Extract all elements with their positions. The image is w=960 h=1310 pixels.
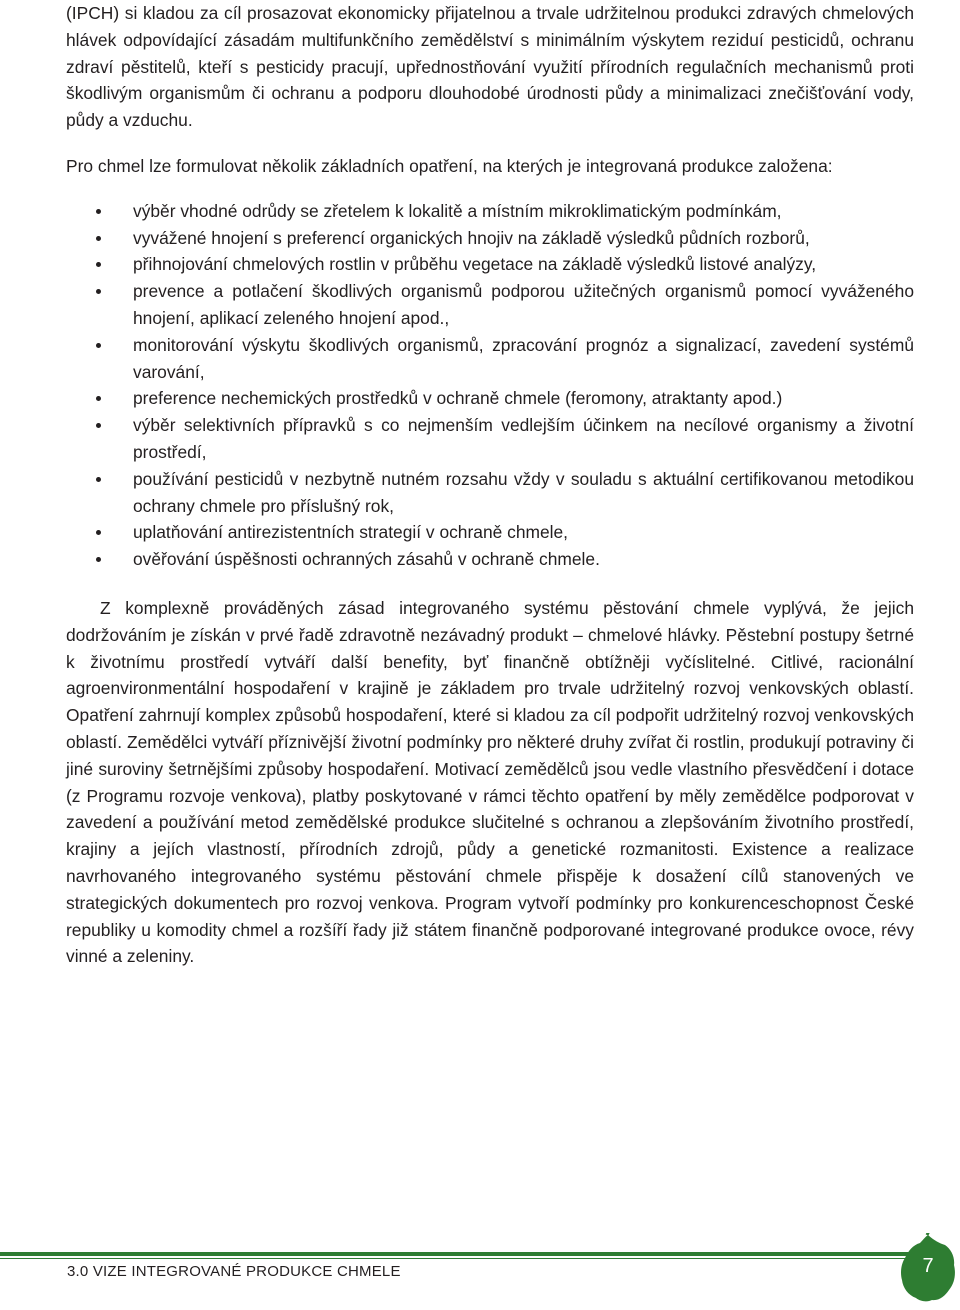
list-item: vyvážené hnojení s preferencí organických hnojiv na základě výsledků půdních rozborů,	[66, 225, 914, 252]
closing-paragraph: Z komplexně prováděných zásad integrovaného systému pěstování chmele vyplývá, že jejich dodržováním je získán v prvé řadě zdravotně nezávadný produkt – chmelové hlávky. Pěstební postupy šetrné k životnímu prostředí vytváří další benefity, byť finančně obtížněji vyčíslitelné. Citlivé, racionální agroenvironmentální hospodaření v krajině je základem pro trvale udržitelný rozvoj venkovských oblastí. Opatření zahrnují komplex způsobů hospodaření, které si kladou za cíl podpořit udržitelný rozvoj venkovských oblastí. Zemědělci vytváří příznivější životní podmínky pro některé druhy zvířat či rostlin, produkují potraviny či jiné suroviny šetrnějšími způsoby hospodaření. Motivací zemědělců jsou vedle vlastního přesvědčení i dotace (z Programu rozvoje venkova), platby poskytované v rámci těchto opatření by měly zemědělce podporovat v zavedení a používání metod zemědělské produkce slučitelné s ochranou a zlepšováním životního prostředí, krajiny a jejích vlastností, přírodních zdrojů, půdy a genetické rozmanitosti. Existence a realizace navrhovaného integrovaného systému pěstování chmele přispěje k dosažení cílů stanovených ve strategických dokumentech pro rozvoj venkova. Program vytvoří podmínky pro konkurenceschopnost České republiky u komodity chmel a rozšíří řady již státem finančně podporované integrované produkce ovoce, révy vinné a zeleniny.	[66, 597, 914, 967]
list-item: preference nechemických prostředků v ochraně chmele (feromony, atraktanty apod.)	[66, 385, 914, 412]
list-item: používání pesticidů v nezbytně nutném rozsahu vždy v souladu s aktuální certifikovanou metodikou ochrany chmele pro příslušný rok,	[66, 466, 914, 520]
measures-list	[66, 198, 914, 573]
bullet-icon	[96, 557, 101, 562]
bullet-icon	[96, 289, 101, 294]
intro-paragraph: (IPCH) si kladou za cíl prosazovat ekonomicky přijatelnou a trvale udržitelnou produkci zdravých chmelových hlávek odpovídající zásadám multifunkčního zemědělství s minimálním výskytem reziduí pesticidů, ochranu zdraví pěstitelů, kteří s pesticidy pracují, upřednostňování využití přírodních regulačních mechanismů proti škodlivým organismům či ochranu a podporu dlouhodobé úrodnosti půdy a minimalizaci znečišťování vody, půdy a vzduchu.	[66, 3, 914, 131]
list-item: prevence a potlačení škodlivých organismů podporou užitečných organismů pomocí vyváženého hnojení, aplikací zeleného hnojení apod.,	[66, 278, 914, 332]
footer-section-title: 3.0 VIZE INTEGROVANÉ PRODUKCE CHMELE	[67, 1263, 401, 1280]
bullet-icon	[96, 477, 101, 482]
list-item: uplatňování antirezistentních strategií v ochraně chmele,	[66, 519, 914, 546]
list-item: přihnojování chmelových rostlin v průběhu vegetace na základě výsledků listové analýzy,	[66, 251, 914, 278]
bullet-icon	[96, 209, 101, 214]
list-item: výběr vhodné odrůdy se zřetelem k lokalitě a místním mikroklimatickým podmínkám,	[66, 198, 914, 225]
bullet-icon	[96, 530, 101, 535]
page-number: 7	[922, 1255, 934, 1277]
bullet-icon	[96, 236, 101, 241]
bullet-icon	[96, 423, 101, 428]
list-item: monitorování výskytu škodlivých organismů, zpracování prognóz a signalizací, zavedení systémů varování,	[66, 332, 914, 386]
footer-rule	[0, 1252, 912, 1256]
bullet-icon	[96, 343, 101, 348]
list-item: ověřování úspěšnosti ochranných zásahů v ochraně chmele.	[66, 546, 914, 573]
bullet-icon	[96, 262, 101, 267]
list-item: výběr selektivních přípravků s co nejmenším vedlejším účinkem na necílové organismy a životní prostředí,	[66, 412, 914, 466]
footer-rule-thin	[0, 1258, 912, 1259]
document-body	[66, 0, 914, 970]
bullet-icon	[96, 396, 101, 401]
lead-paragraph: Pro chmel lze formulovat několik základních opatření, na kterých je integrovaná produkce založena:	[66, 155, 833, 176]
